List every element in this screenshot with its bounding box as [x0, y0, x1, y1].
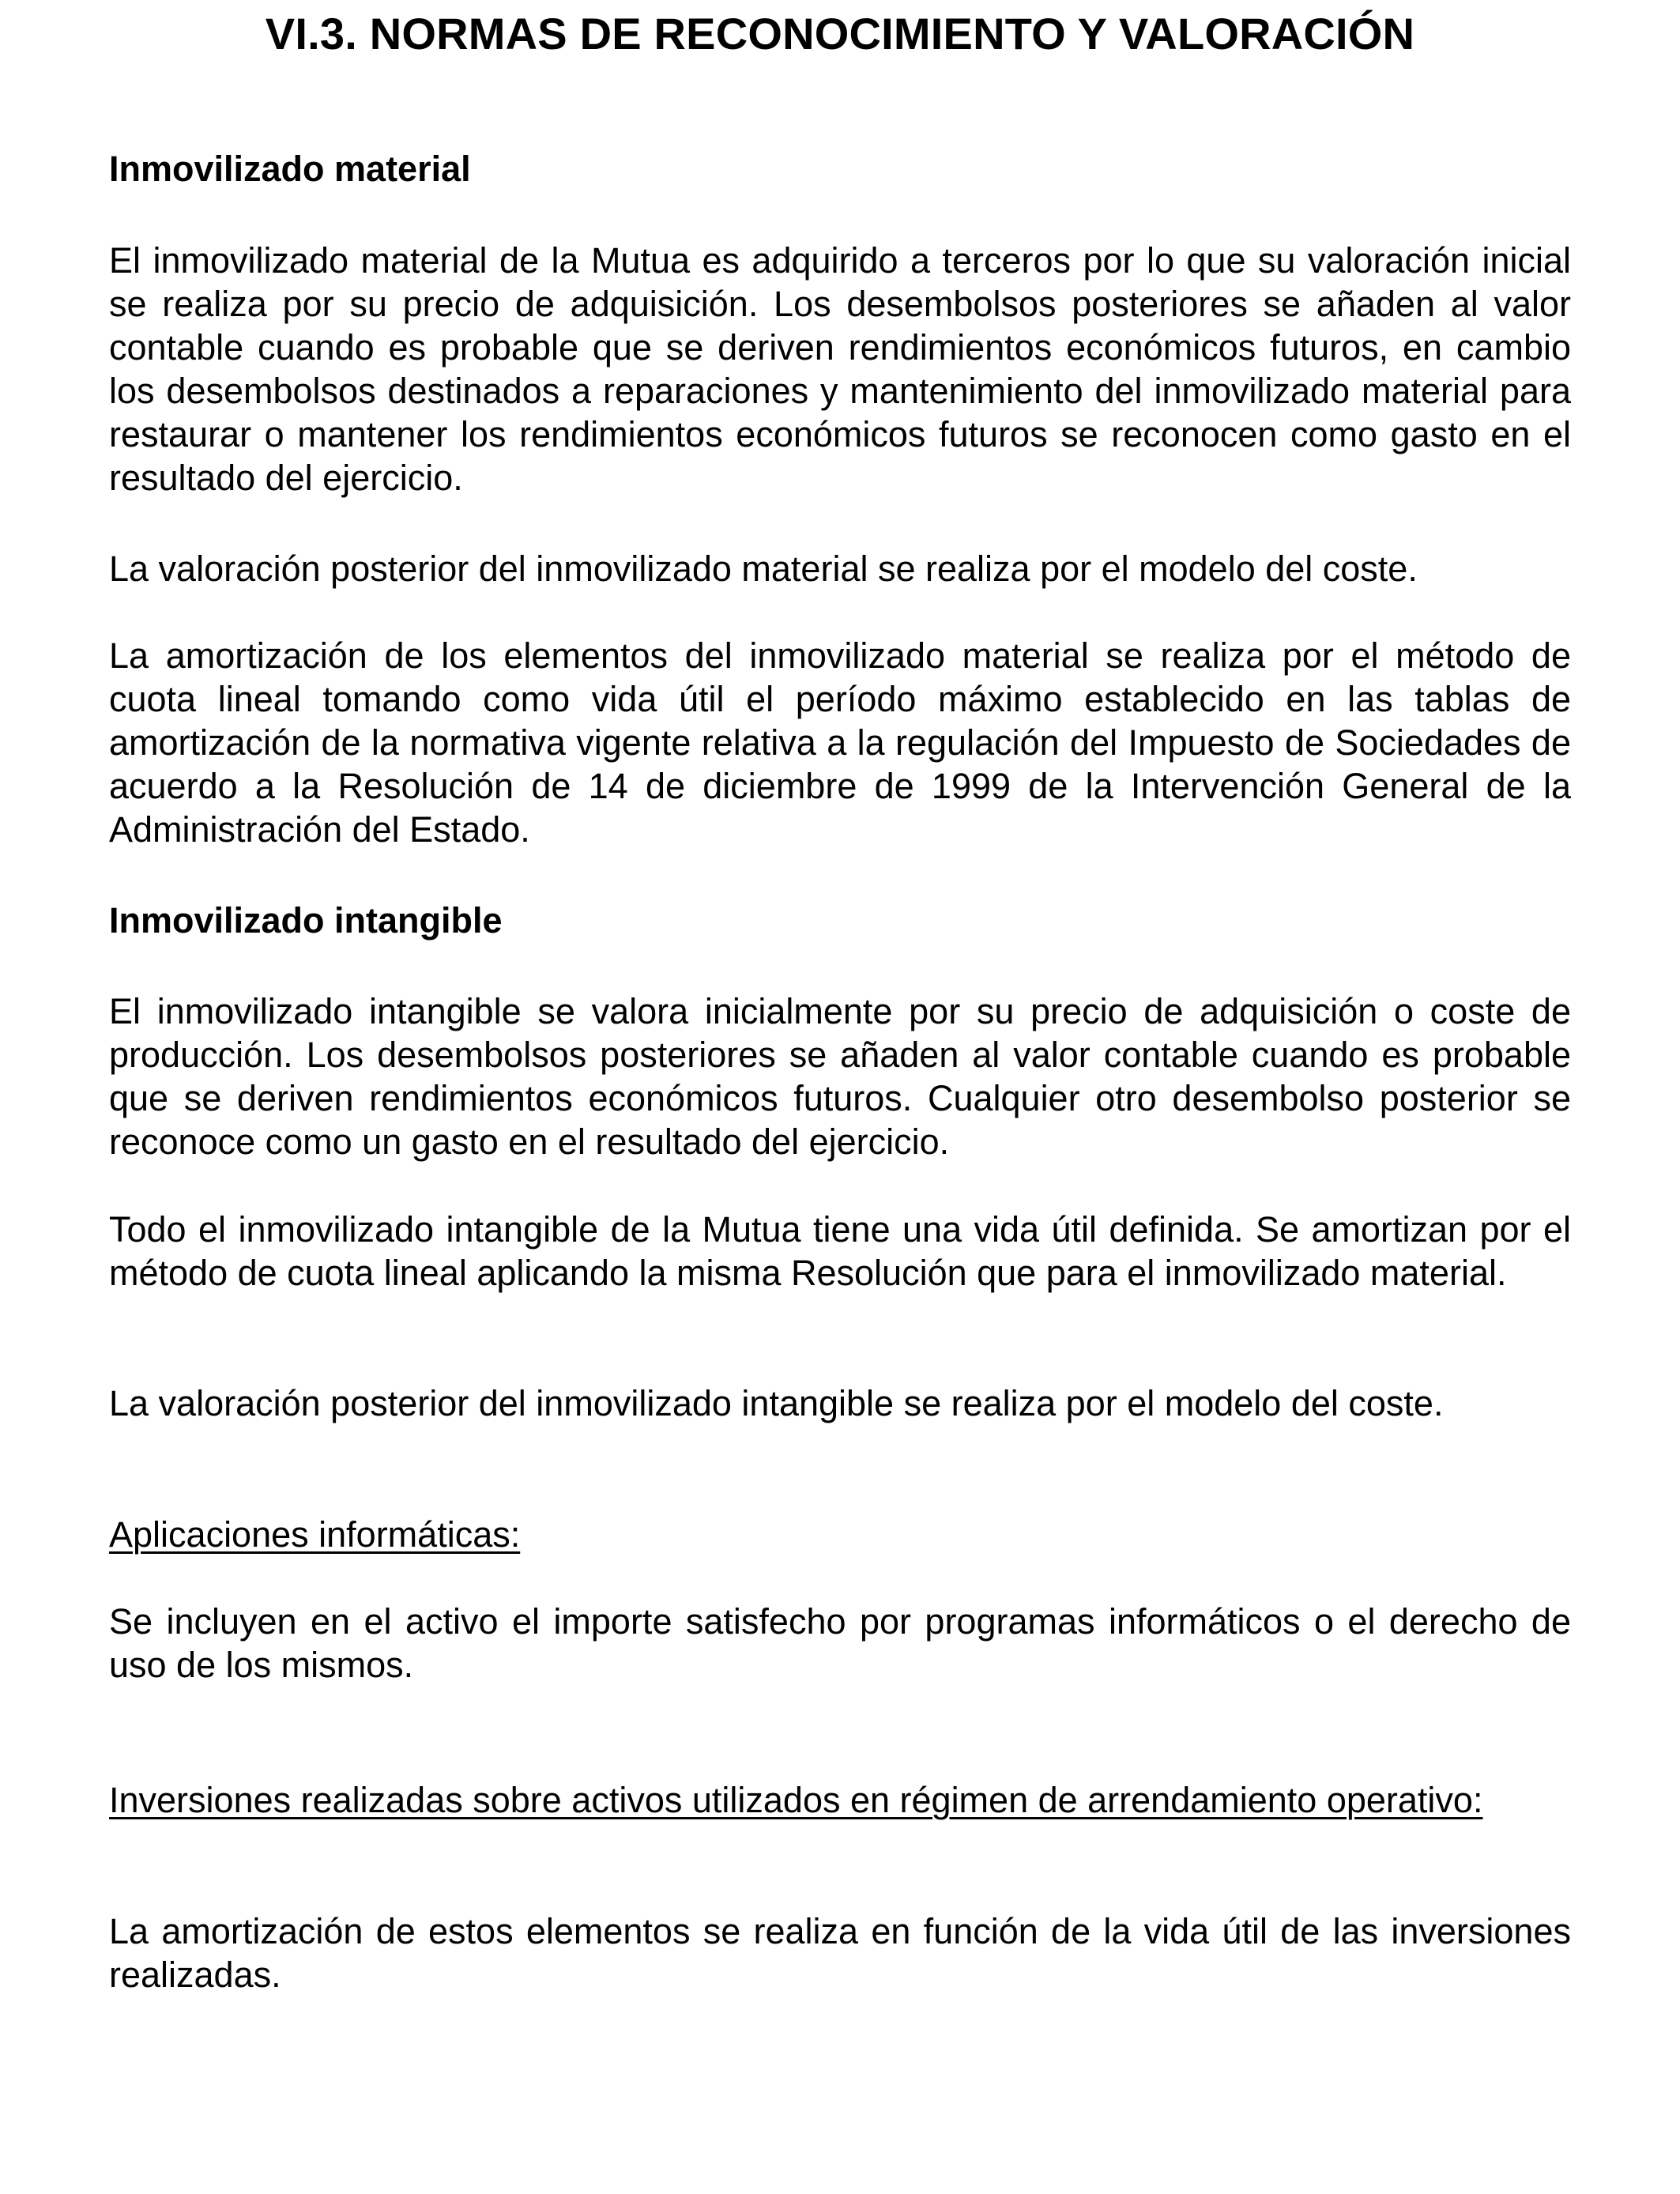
section-heading-inmovilizado-material: Inmovilizado material	[109, 149, 471, 189]
paragraph-intangible-valoracion-posterior: La valoración posterior del inmovilizado intangible se realiza por el modelo del coste.	[109, 1383, 1444, 1423]
document-page	[109, 0, 1571, 2194]
paragraph-material-valoracion-inicial: El inmovilizado material de la Mutua es adquirido a terceros por lo que su valoración inicial se realiza por su precio de adquisición. Los desembolsos posteriores se añaden al valor contable cuando es probable que se deriven rendimientos económicos futuros, en cambio los desembolsos destinados a reparaciones y mantenimiento del inmovilizado material para restaurar o mantener los rendimientos económicos futuros se reconocen como gasto en el resultado del ejercicio.	[109, 240, 1571, 498]
paragraph-intangible-valoracion-inicial: El inmovilizado intangible se valora inicialmente por su precio de adquisición o coste de producción. Los desembolsos posteriores se añaden al valor contable cuando es probable que se deriven rendimientos económicos futuros. Cualquier otro desembolso posterior se reconoce como un gasto en el resultado del ejercicio.	[109, 991, 1571, 1162]
paragraph-intangible-vida-util: Todo el inmovilizado intangible de la Mutua tiene una vida útil definida. Se amortizan por el método de cuota lineal aplicando la misma Resolución que para el inmovilizado material.	[109, 1209, 1571, 1293]
paragraph-material-amortizacion: La amortización de los elementos del inmovilizado material se realiza por el método de cuota lineal tomando como vida útil el período máximo establecido en las tablas de amortización de la normativa vigente relativa a la regulación del Impuesto de Sociedades de acuerdo a la Resolución de 14 de diciembre de 1999 de la Intervención General de la Administración del Estado.	[109, 635, 1571, 850]
subheading-inversiones-arrendamiento: Inversiones realizadas sobre activos utilizados en régimen de arrendamiento operativo:	[109, 1780, 1483, 1820]
paragraph-material-valoracion-posterior: La valoración posterior del inmovilizado material se realiza por el modelo del coste.	[109, 548, 1418, 589]
paragraph-aplicaciones-informaticas: Se incluyen en el activo el importe satisfecho por programas informáticos o el derecho de uso de los mismos.	[109, 1601, 1571, 1685]
section-heading-inmovilizado-intangible: Inmovilizado intangible	[109, 900, 503, 941]
page-title: VI.3. NORMAS DE RECONOCIMIENTO Y VALORACIÓN	[265, 9, 1415, 58]
subheading-aplicaciones-informaticas: Aplicaciones informáticas:	[109, 1514, 521, 1555]
paragraph-inversiones-arrendamiento: La amortización de estos elementos se realiza en función de la vida útil de las inversiones realizadas.	[109, 1911, 1571, 1995]
